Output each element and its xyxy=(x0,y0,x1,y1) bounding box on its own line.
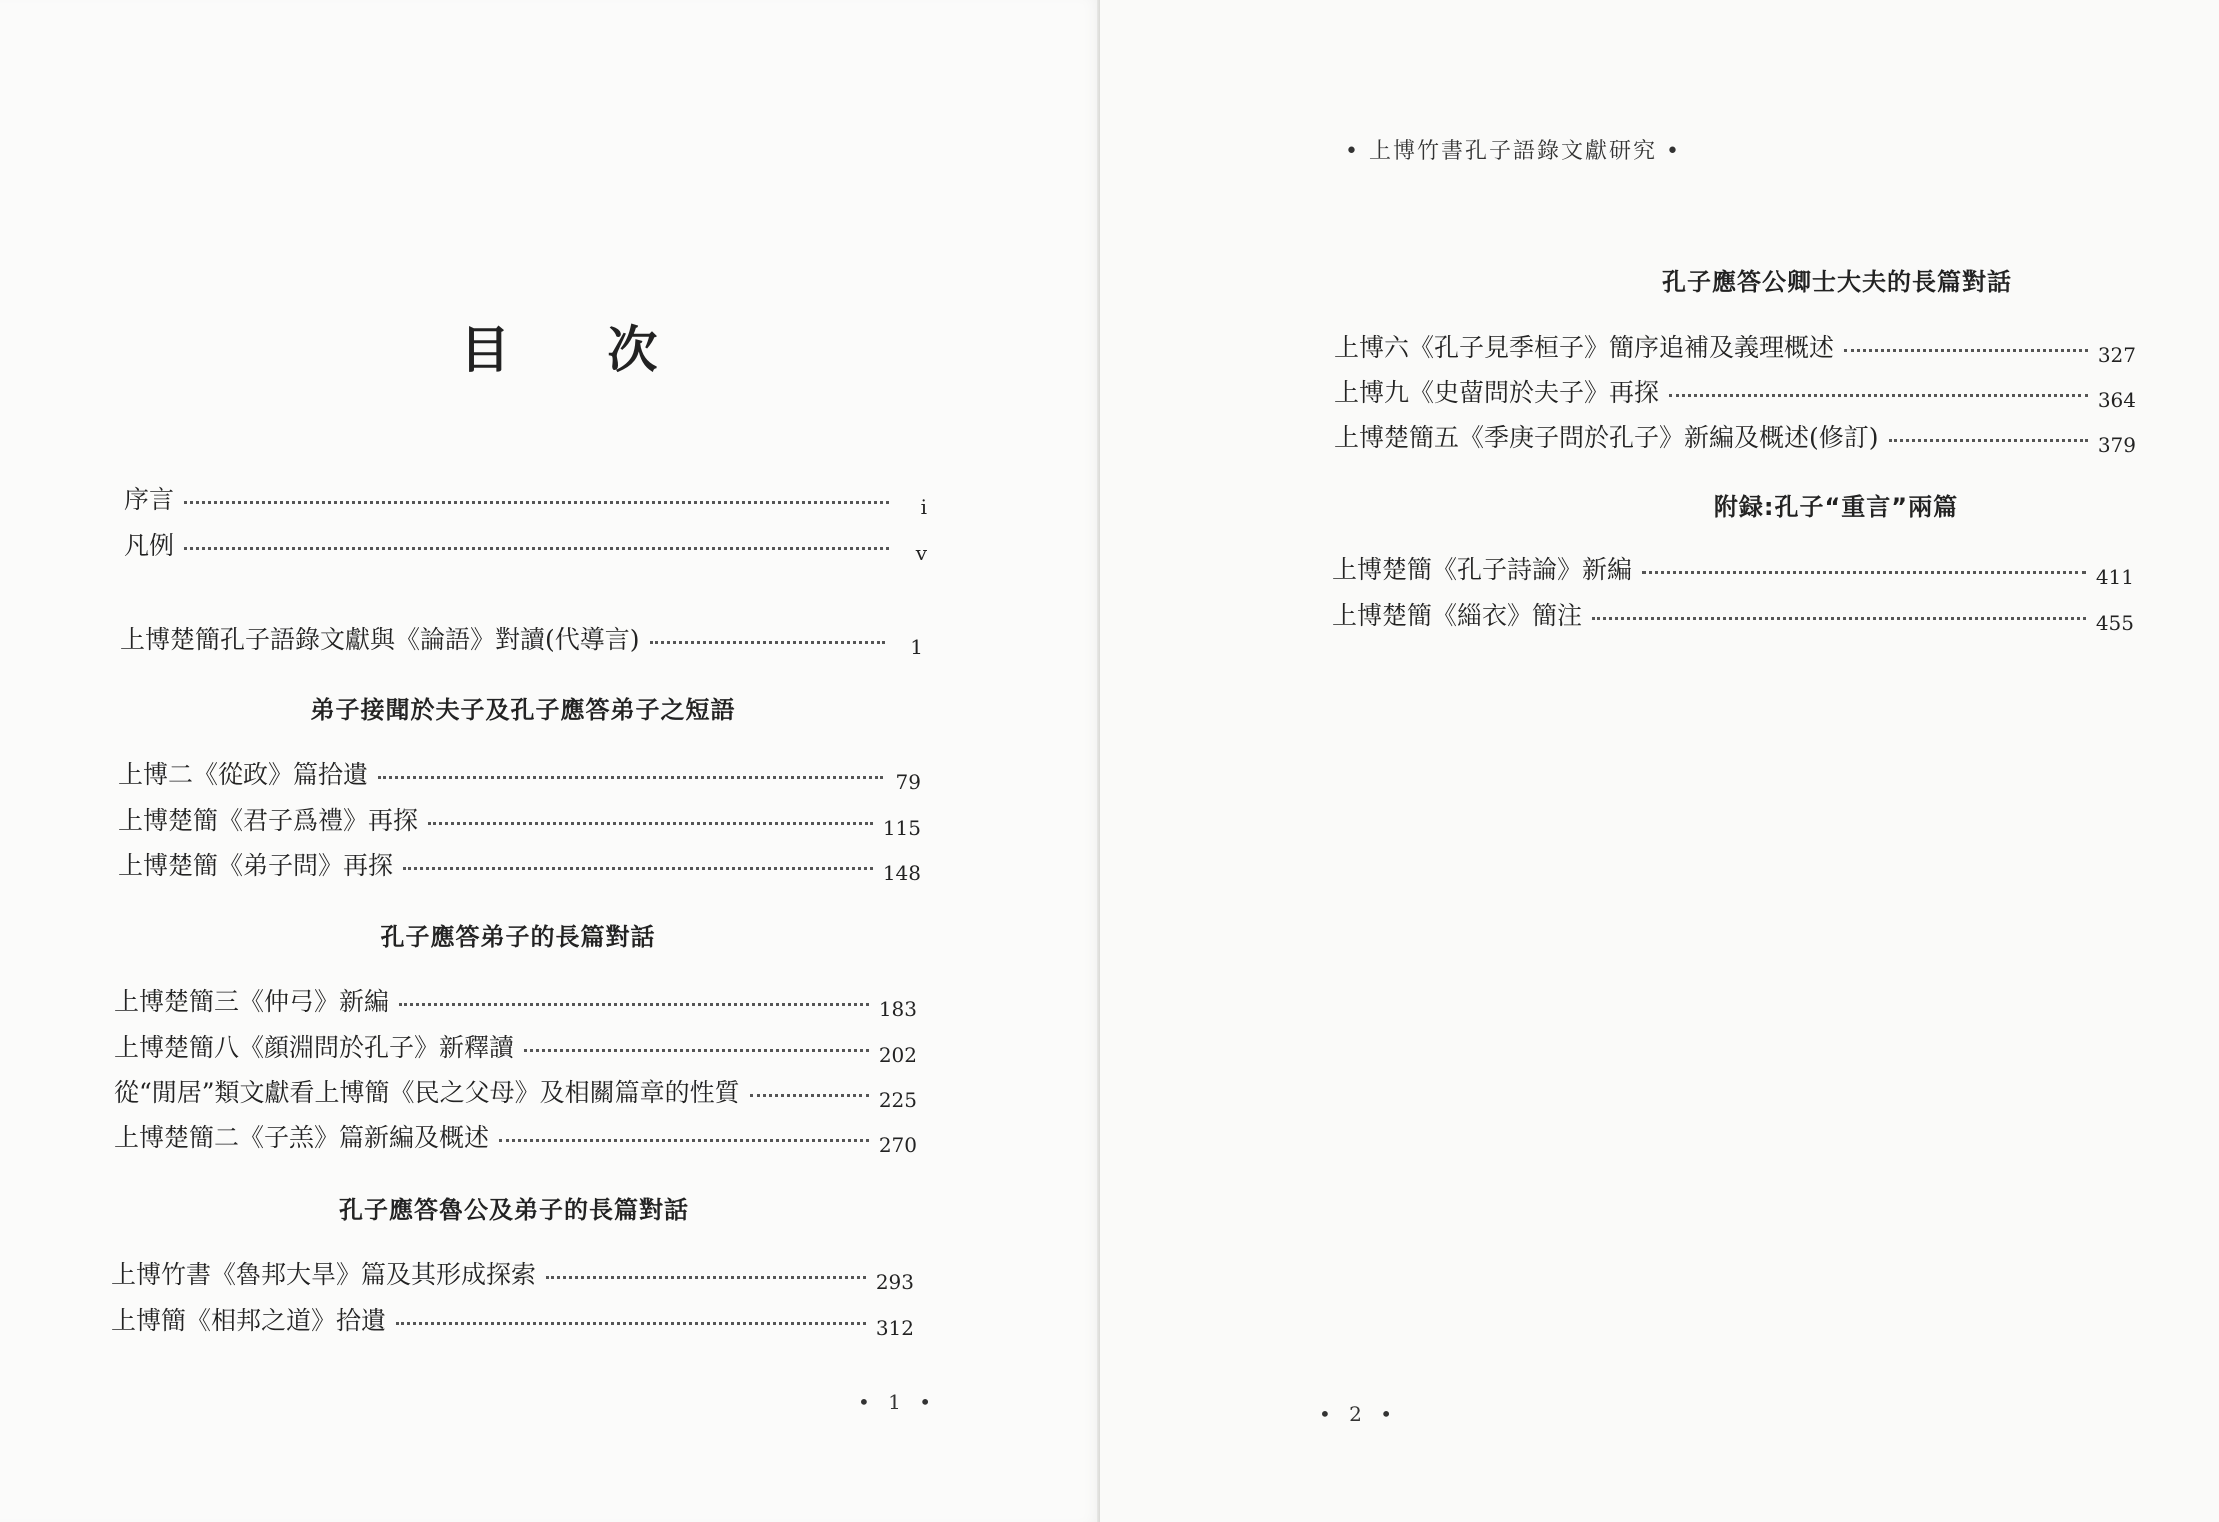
toc-entry-page: 79 xyxy=(895,770,921,794)
toc-entry-page: 364 xyxy=(2097,388,2136,412)
dot-leader xyxy=(1844,349,2088,352)
toc-entry-page: v xyxy=(915,541,927,565)
toc-entry-page: 379 xyxy=(2097,433,2136,457)
toc-entry-title: 上博楚簡八《顔淵問於孔子》新釋讀 xyxy=(114,1033,515,1062)
right-page xyxy=(1100,0,2219,1522)
toc-main-title: 目 次 xyxy=(460,321,698,379)
toc-entry[interactable] xyxy=(114,1028,917,1067)
toc-entry-title: 上博楚簡《孔子詩論》新編 xyxy=(1332,555,1633,584)
toc-entry[interactable] xyxy=(1334,328,2136,367)
section-heading: 弟子接聞於夫子及孔子應答弟子之短語 xyxy=(310,696,736,724)
section-heading: 孔子應答公卿士大夫的長篇對話 xyxy=(1662,268,2012,296)
dot-leader xyxy=(403,867,873,870)
toc-entry-title: 上博簡《相邦之道》拾遺 xyxy=(111,1306,387,1335)
dot-leader xyxy=(750,1094,869,1097)
toc-entry-title: 上博九《史蒥問於夫子》再探 xyxy=(1334,378,1660,407)
toc-entry-page: 293 xyxy=(875,1270,914,1294)
dot-leader xyxy=(1592,617,2086,620)
toc-entry-title: 上博楚簡孔子語錄文獻與《論語》對讀(代導言) xyxy=(120,625,640,654)
dot-leader xyxy=(1669,394,2088,397)
toc-entry-page: 183 xyxy=(878,997,917,1021)
toc-entry-intro[interactable] xyxy=(120,620,923,659)
toc-entry-page: 327 xyxy=(2097,343,2136,367)
toc-entry[interactable] xyxy=(111,1255,914,1294)
toc-entry-page: 148 xyxy=(882,861,921,885)
toc-entry-page: 411 xyxy=(2095,565,2134,589)
toc-entry[interactable] xyxy=(1332,596,2134,635)
toc-entry-title: 上博二《從政》篇拾遺 xyxy=(118,760,369,789)
toc-entry-title: 序言 xyxy=(124,485,175,514)
toc-entry[interactable] xyxy=(1334,418,2136,457)
toc-entry-title: 上博楚簡《緇衣》簡注 xyxy=(1332,601,1583,630)
toc-entry-page: i xyxy=(920,495,927,519)
toc-entry-title: 上博竹書《魯邦大旱》篇及其形成探索 xyxy=(111,1260,537,1289)
toc-entry[interactable] xyxy=(118,801,921,840)
toc-entry[interactable] xyxy=(1332,550,2134,589)
dot-leader xyxy=(378,776,883,779)
toc-entry[interactable] xyxy=(118,846,921,885)
dot-leader xyxy=(524,1049,869,1052)
toc-entry[interactable] xyxy=(114,1073,917,1112)
section-heading: 孔子應答魯公及弟子的長篇對話 xyxy=(339,1196,689,1224)
dot-leader xyxy=(650,641,885,644)
toc-entry-title: 從“閒居”類文獻看上博簡《民之父母》及相關篇章的性質 xyxy=(114,1078,740,1107)
dot-leader xyxy=(396,1322,866,1325)
dot-leader xyxy=(1642,571,2086,574)
dot-leader xyxy=(499,1139,869,1142)
toc-entry[interactable] xyxy=(1334,373,2136,412)
toc-entry-page: 225 xyxy=(878,1088,917,1112)
toc-entry-title: 上博楚簡二《子羔》篇新編及概述 xyxy=(114,1123,490,1152)
toc-entry-page: 312 xyxy=(875,1316,914,1340)
dot-leader xyxy=(428,822,873,825)
dot-leader xyxy=(184,547,889,550)
toc-entry-title: 上博楚簡五《季庚子問於孔子》新編及概述(修訂) xyxy=(1334,423,1879,452)
toc-entry-page: 1 xyxy=(910,635,923,659)
toc-entry[interactable] xyxy=(118,755,921,794)
running-header: • 上博竹書孔子語錄文獻研究 • xyxy=(1345,139,1681,164)
toc-entry-page: 202 xyxy=(878,1043,917,1067)
toc-entry-page: 270 xyxy=(878,1133,917,1157)
toc-entry-conventions[interactable] xyxy=(124,526,927,565)
page-number: • 2 • xyxy=(1319,1402,1399,1426)
toc-entry-title: 上博楚簡《弟子問》再探 xyxy=(118,851,394,880)
section-heading: 附録:孔子“重言”兩篇 xyxy=(1713,493,1959,521)
toc-entry-title: 上博六《孔子見季桓子》簡序追補及義理概述 xyxy=(1334,333,1835,362)
section-heading: 孔子應答弟子的長篇對話 xyxy=(380,923,656,951)
dot-leader xyxy=(546,1276,866,1279)
toc-entry[interactable] xyxy=(114,982,917,1021)
toc-entry-title: 凡例 xyxy=(124,531,175,560)
toc-entry-preface[interactable] xyxy=(124,480,927,519)
page-number: • 1 • xyxy=(858,1390,938,1414)
dot-leader xyxy=(1889,439,2088,442)
toc-entry[interactable] xyxy=(114,1118,917,1157)
toc-entry-page: 115 xyxy=(882,816,921,840)
dot-leader xyxy=(399,1003,869,1006)
toc-entry-title: 上博楚簡三《仲弓》新編 xyxy=(114,987,390,1016)
toc-entry[interactable] xyxy=(111,1301,914,1340)
left-page xyxy=(0,0,1100,1522)
dot-leader xyxy=(184,501,889,504)
toc-entry-title: 上博楚簡《君子爲禮》再探 xyxy=(118,806,419,835)
toc-entry-page: 455 xyxy=(2095,611,2134,635)
